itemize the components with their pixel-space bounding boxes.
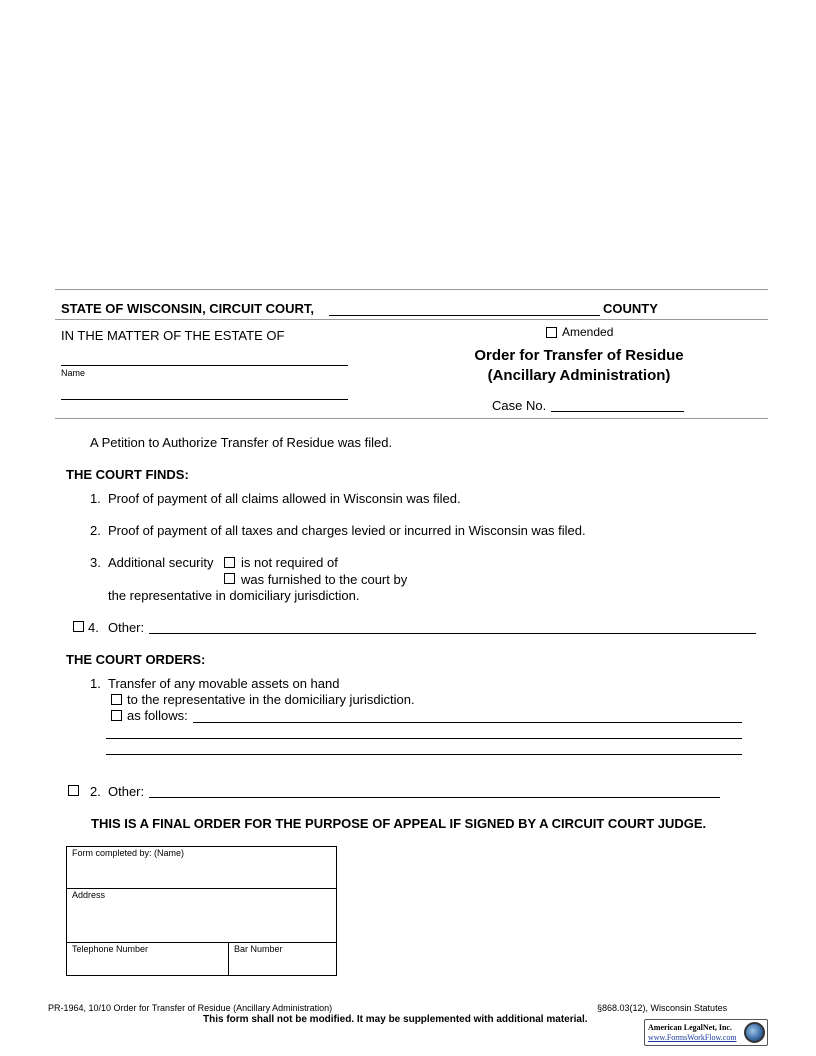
order-1-text: Transfer of any movable assets on hand (108, 676, 340, 691)
amended-checkbox[interactable] (546, 327, 557, 338)
security-not-required-checkbox[interactable] (224, 557, 235, 568)
security-furnished-checkbox[interactable] (224, 573, 235, 584)
as-follows-field-1[interactable] (193, 722, 742, 723)
logo-name: American LegalNet, Inc. (648, 1023, 732, 1032)
matter-label: IN THE MATTER OF THE ESTATE OF (61, 328, 285, 343)
finding-3-label: Additional security (108, 555, 214, 570)
completed-by-cell[interactable] (66, 846, 337, 889)
finding-3-number: 3. (90, 555, 101, 570)
transfer-to-representative-checkbox[interactable] (111, 694, 122, 705)
estate-name-field-2[interactable] (61, 399, 348, 400)
bar-number-cell[interactable] (228, 942, 337, 976)
finding-4-checkbox[interactable] (73, 621, 84, 632)
security-not-required-label: is not required of (241, 555, 338, 570)
footer-statute: §868.03(12), Wisconsin Statutes (597, 1003, 728, 1013)
transfer-as-follows-checkbox[interactable] (111, 710, 122, 721)
orders-heading: THE COURT ORDERS: (66, 652, 206, 667)
as-follows-field-2[interactable] (106, 738, 742, 739)
form-title-line1: Order for Transfer of Residue (474, 347, 684, 364)
caption-rule (55, 319, 768, 320)
logo-url[interactable]: www.FormsWorkFlow.com (648, 1033, 737, 1042)
finding-1-text: Proof of payment of all claims allowed in Wisconsin was filed. (108, 491, 461, 506)
estate-name-field[interactable] (61, 365, 348, 366)
bar-number-label: Bar Number (234, 944, 283, 954)
transfer-to-representative-label: to the representative in the domiciliary jurisdiction. (127, 692, 415, 707)
findings-heading: THE COURT FINDS: (66, 467, 189, 482)
name-label: Name (61, 368, 86, 378)
order-2-checkbox[interactable] (68, 785, 79, 796)
case-no-field[interactable] (551, 411, 684, 412)
county-name-field[interactable] (329, 315, 600, 316)
telephone-label: Telephone Number (72, 944, 149, 954)
globe-icon (744, 1022, 765, 1043)
final-order-statement: THIS IS A FINAL ORDER FOR THE PURPOSE OF APPEAL IF SIGNED BY A CIRCUIT COURT JUDGE. (91, 816, 707, 831)
petition-text: A Petition to Authorize Transfer of Residue was filed. (90, 435, 393, 450)
finding-3-tail: the representative in domiciliary jurisdiction. (108, 588, 360, 603)
order-2-other-field[interactable] (149, 797, 720, 798)
telephone-cell[interactable] (66, 942, 229, 976)
finding-4-label: Other: (108, 620, 145, 635)
address-cell[interactable] (66, 888, 337, 943)
finding-4-other-field[interactable] (149, 633, 756, 634)
finding-1-number: 1. (90, 491, 101, 506)
county-label: COUNTY (603, 301, 658, 316)
finding-2-text: Proof of payment of all taxes and charges levied or incurred in Wisconsin was filed. (108, 523, 586, 538)
header-bottom-rule (55, 418, 768, 419)
order-2-label: Other: (108, 784, 145, 799)
as-follows-field-3[interactable] (106, 754, 742, 755)
amended-label: Amended (562, 325, 614, 339)
case-no-label: Case No. (492, 398, 547, 413)
finding-4-number: 4. (88, 620, 99, 635)
transfer-as-follows-label: as follows: (127, 708, 188, 723)
publisher-logo[interactable] (644, 1019, 768, 1046)
footer-form-id: PR-1964, 10/10 Order for Transfer of Residue (Ancillary Administration) (48, 1003, 333, 1013)
footer-notice: This form shall not be modified. It may be supplemented with additional material. (203, 1014, 588, 1025)
finding-2-number: 2. (90, 523, 101, 538)
completed-by-label: Form completed by: (Name) (72, 848, 185, 858)
order-1-number: 1. (90, 676, 101, 691)
top-rule (55, 289, 768, 290)
address-label: Address (72, 890, 106, 900)
form-title-line2: (Ancillary Administration) (487, 367, 671, 384)
security-furnished-label: was furnished to the court by (241, 572, 408, 587)
order-2-number: 2. (90, 784, 101, 799)
court-caption: STATE OF WISCONSIN, CIRCUIT COURT, (61, 301, 315, 316)
